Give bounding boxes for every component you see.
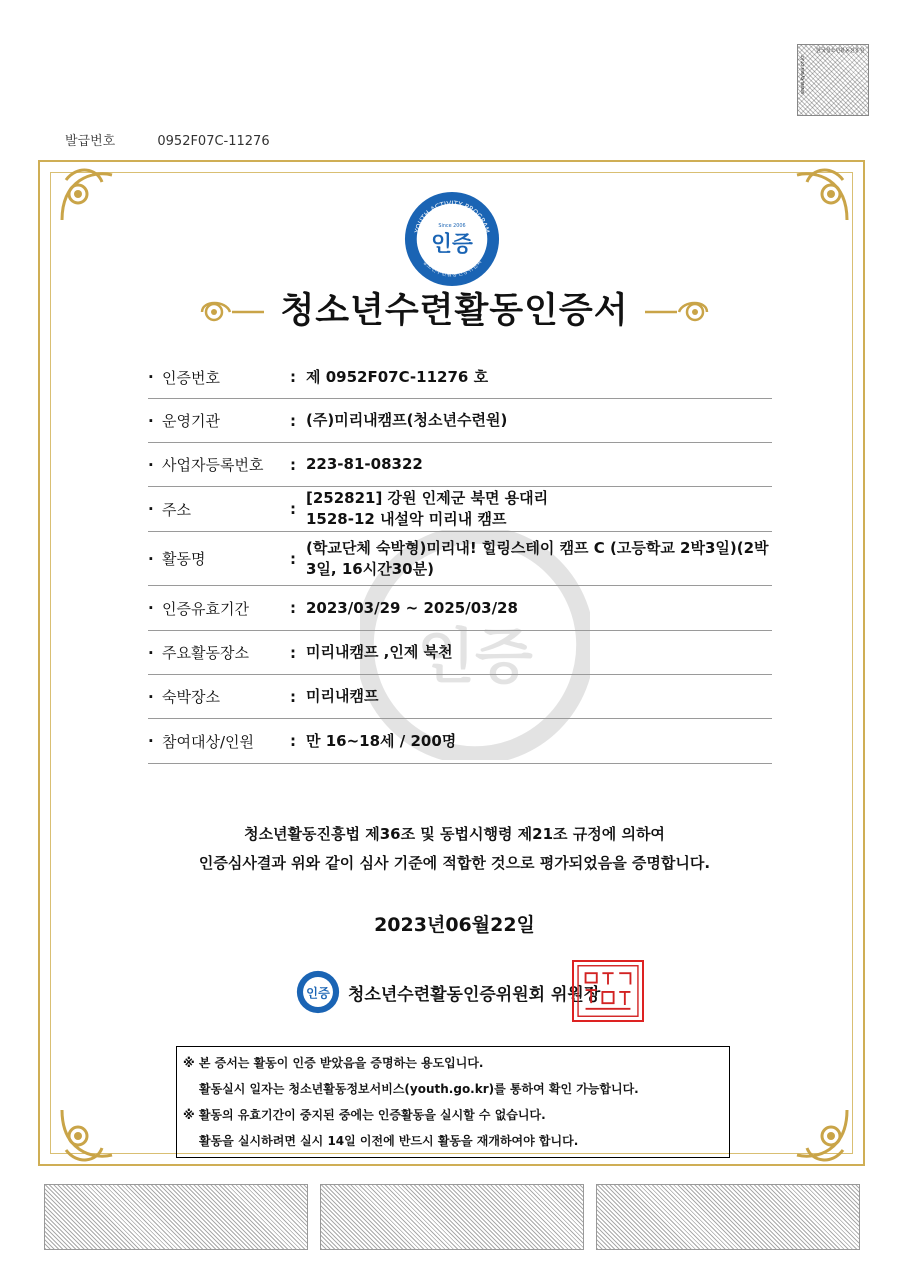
info-label: 주소 [162, 500, 191, 519]
statement-line-2: 인증심사결과 위와 같이 심사 기준에 적합한 것으로 평가되었음을 증명합니다. [198, 854, 711, 872]
info-row: · 인증번호 : 제 0952F07C-11276 호 [148, 356, 772, 399]
issue-number-value: 0952F07C-11276 [157, 134, 270, 149]
certificate-title-row [0, 283, 909, 333]
info-value: 223-81-08322 [306, 455, 423, 473]
info-label: 참여대상/인원 [162, 732, 254, 751]
title-flourish-left-icon [192, 298, 267, 326]
signature-block [296, 962, 600, 1022]
security-code-right [596, 1184, 860, 1250]
info-row: · 사업자등록번호 : 223-81-08322 [148, 443, 772, 487]
seal-ring-top: YOUTH ACTIVITY PROGRAM [413, 199, 491, 235]
info-value: (학교단체 숙박형)미리내! 힐링스테이 캠프 C (고등학교 2박3일)(2박 3일, 16시간30분) [306, 538, 769, 578]
info-row: · 운영기관 : (주)미리내캠프(청소년수련원) [148, 399, 772, 443]
issue-number [65, 130, 270, 149]
info-value: (주)미리내캠프(청소년수련원) [306, 411, 508, 429]
certificate-info-table [148, 356, 772, 764]
info-value: 만 16~18세 / 200명 [306, 731, 457, 750]
statement-line-1: 청소년활동진흥법 제36조 및 동법시행령 제21조 규정에 의하여 [244, 825, 665, 843]
issue-number-label: 발급번호 [65, 134, 116, 149]
barcode-site-label: www.kywa.or.kr [800, 55, 806, 95]
title-flourish-right-icon [642, 298, 717, 326]
note-line: ※ 본 증서는 활동이 인증 받았음을 증명하는 용도입니다. [183, 1056, 484, 1070]
certification-seal-icon [403, 190, 501, 288]
committee-name: 청소년수련활동인증위원회 위원장 [348, 984, 601, 1005]
corner-ornament-bottom-left [52, 1090, 132, 1170]
info-row: · 활동명 : (학교단체 숙박형)미리내! 힐링스테이 캠프 C (고등학교 2박3일)(2박 3일, 16시간30분) [148, 532, 772, 586]
notes-box [176, 1046, 730, 1158]
info-label: 주요활동장소 [162, 644, 249, 662]
official-stamp [572, 960, 644, 1022]
corner-ornament-top-right [777, 160, 857, 240]
info-label: 사업자등록번호 [162, 456, 264, 474]
info-label: 인증유효기간 [162, 599, 249, 618]
certificate-title: 청소년수련활동인증서 [280, 291, 629, 331]
corner-ornament-top-left [52, 160, 132, 240]
barcode-org-label: 한국청소년활동진흥원 [816, 48, 865, 54]
note-line: 활동실시 일자는 청소년활동정보서비스(youth.go.kr)를 통하여 확인 가능합니다. [199, 1082, 639, 1096]
security-code-left [44, 1184, 308, 1250]
info-row: · 인증유효기간 : 2023/03/29 ~ 2025/03/28 [148, 586, 772, 631]
security-code-center [320, 1184, 584, 1250]
info-row: · 숙박장소 : 미리내캠프 [148, 675, 772, 719]
note-line: 활동을 실시하려면 실시 14일 이전에 반드시 활동을 재개하여야 합니다. [199, 1134, 579, 1148]
info-row: · 주소 : [252821] 강원 인제군 북면 용대리 1528-12 내설악 미리내 캠프 [148, 487, 772, 532]
corner-ornament-bottom-right [777, 1090, 857, 1170]
logo-word: 인증 [306, 986, 330, 1001]
watermark-word: 인증 [417, 622, 533, 693]
issue-date: 2023년06월22일 [374, 914, 535, 936]
info-value: 미리내캠프 ,인제 북천 [306, 643, 453, 661]
info-label: 숙박장소 [162, 688, 220, 706]
certification-statement [0, 820, 909, 878]
info-value: [252821] 강원 인제군 북면 용대리 1528-12 내설악 미리내 캠프 [306, 489, 549, 528]
info-row: · 주요활동장소 : 미리내캠프 ,인제 북천 [148, 631, 772, 675]
info-label: 인증번호 [162, 368, 220, 387]
seal-ring-bottom: 청소년수련활동인증위원회 [420, 259, 484, 279]
info-row: · 참여대상/인원 : 만 16~18세 / 200명 [148, 719, 772, 764]
info-value: 제 0952F07C-11276 호 [306, 367, 489, 386]
info-label: 활동명 [162, 550, 206, 568]
info-label: 운영기관 [162, 412, 220, 430]
seal-since: Since 2006 [438, 223, 466, 230]
top-barcode [797, 44, 869, 116]
committee-logo-icon [296, 970, 340, 1014]
info-value: 미리내캠프 [306, 687, 379, 705]
info-value: 2023/03/29 ~ 2025/03/28 [306, 598, 518, 617]
note-line: ※ 활동의 유효기간이 중지된 중에는 인증활동을 실시할 수 없습니다. [183, 1108, 546, 1122]
seal-word: 인증 [431, 231, 473, 257]
